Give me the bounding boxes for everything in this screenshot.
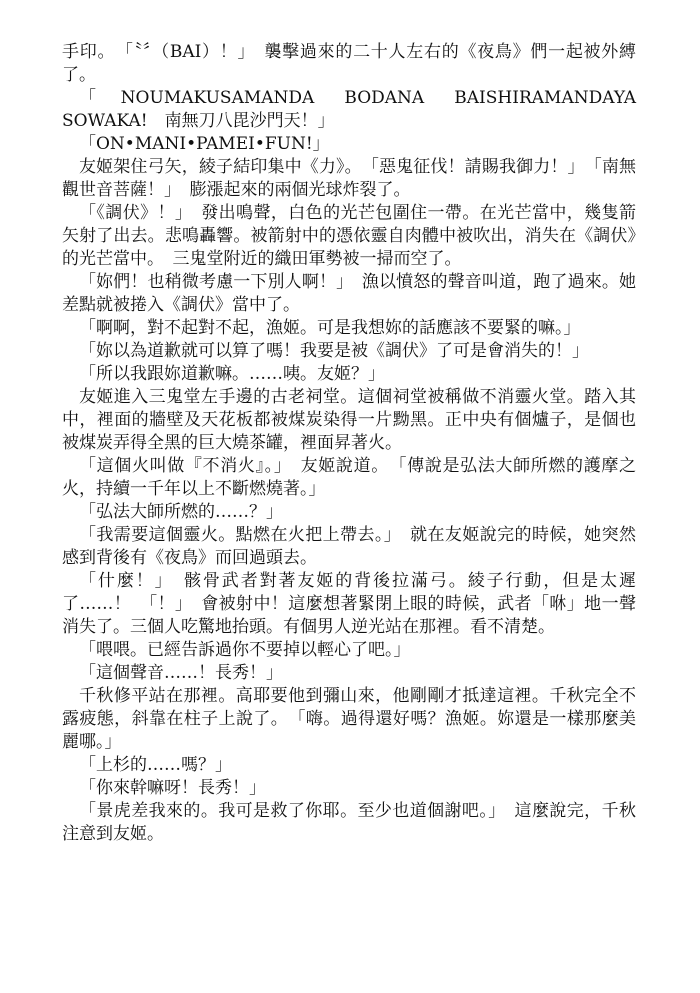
paragraph-6: 「妳們！也稍微考慮一下別人啊！」 漁以憤怒的聲音叫道，跑了過來。她差點就被捲入《調伏》當中了。 [62, 272, 636, 315]
paragraph-16: 「這個聲音……！長秀！」 [79, 663, 283, 683]
paragraph-4: 友姬架住弓矢，綾子結印集中《力》。 「惡鬼征伐！請賜我御力！」 「南無觀世音菩薩！」 膨漲起來的兩個光球炸裂了。 [62, 157, 636, 200]
paragraph-1: 手印。 「〝〞（BAI）！」 襲擊過來的二十人左右的《夜鳥》們一起被外縛了。 [62, 42, 636, 85]
paragraph-5: 「《調伏》！」 發出鳴聲，白色的光芒包圍住一帶。在光芒當中，幾隻箭矢射了出去。悲鳴轟響。被箭射中的憑依靈自肉體中被吹出，消失在《調伏》的光芒當中。 三鬼堂附近的織田軍勢被一掃而空了。 [62, 203, 636, 269]
paragraph-20: 「景虎差我來的。我可是救了你耶。至少也道個謝吧。」 這麼說完，千秋注意到友姬。 [62, 801, 636, 844]
document-page [62, 41, 636, 846]
paragraph-3: 「ON•MANI•PAMEI•FUN!」 [79, 134, 330, 154]
paragraph-18: 「上杉的……嗎？」 [79, 755, 232, 775]
paragraph-13: 「我需要這個靈火。點燃在火把上帶去。」 就在友姬說完的時候，她突然感到背後有《夜鳥》而回過頭去。 [62, 525, 636, 568]
paragraph-10: 友姬進入三鬼堂左手邊的古老祠堂。這個祠堂被稱做不消靈火堂。踏入其中，裡面的牆壁及天花板都被煤炭染得一片黝黑。正中央有個爐子，是個也被煤炭弄得全黑的巨大燒茶罐，裡面昇著火。 [62, 387, 636, 453]
paragraph-11: 「這個火叫做『不消火』。」 友姬說道。 「傳說是弘法大師所燃的護摩之火，持續一千年以上不斷燃燒著。」 [62, 456, 636, 499]
paragraph-7: 「啊啊，對不起對不起，漁姬。可是我想妳的話應該不要緊的嘛。」 [79, 318, 581, 338]
paragraph-8: 「妳以為道歉就可以算了嗎！我要是被《調伏》了可是會消失的！」 [79, 341, 589, 361]
paragraph-17: 千秋修平站在那裡。高耶要他到彌山來，他剛剛才抵達這裡。千秋完全不露疲態，斜靠在柱子上說了。 「嗨。過得還好嗎？漁姬。妳還是一樣那麼美麗哪。」 [62, 686, 636, 752]
paragraph-9: 「所以我跟妳道歉嘛。……咦。友姬？」 [79, 364, 385, 384]
paragraph-19: 「你來幹嘛呀！長秀！」 [79, 778, 266, 798]
paragraph-14: 「什麼！」 骸骨武者對著友姬的背後拉滿弓。綾子行動，但是太遲了……！ 「！」 會被射中！這麼想著緊閉上眼的時候，武者「咻」地一聲消失了。三個人吃驚地抬頭。有個男人逆光站在那裡。看不清楚。 [62, 571, 636, 637]
paragraph-2: 「NOUMAKUSAMANDA BODANA BAISHIRAMANDAYA SOWAKA! 南無刀八毘沙門天！」 [62, 88, 636, 131]
paragraph-15: 「喂喂。已經告訴過你不要掉以輕心了吧。」 [79, 640, 411, 660]
paragraph-12: 「弘法大師所燃的……？」 [79, 502, 283, 522]
